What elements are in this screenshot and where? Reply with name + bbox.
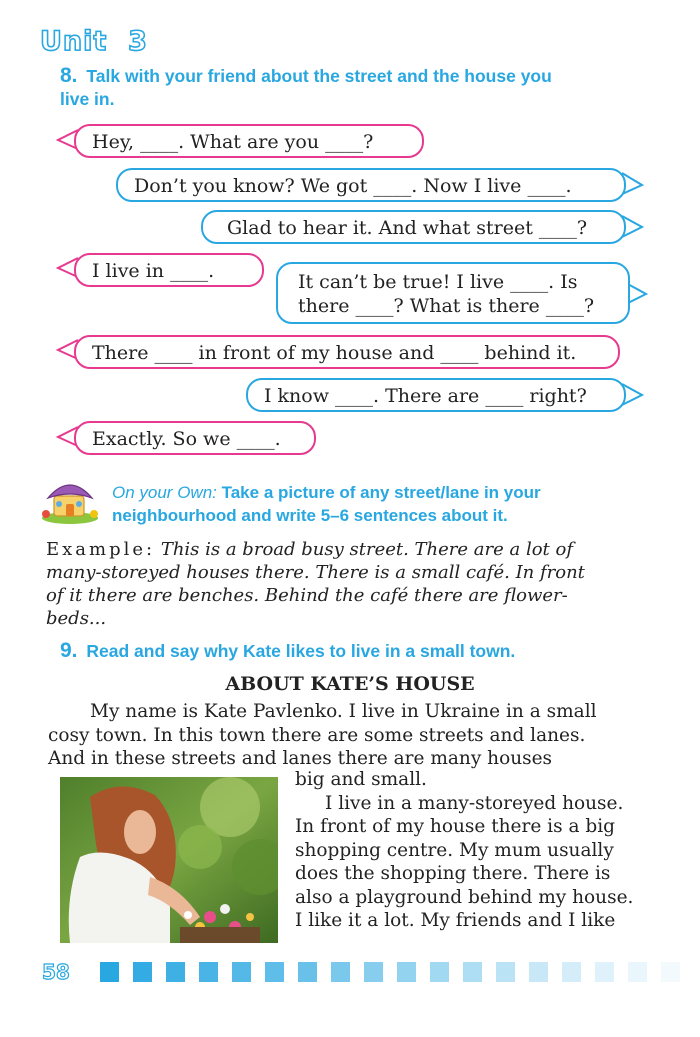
story-title: ABOUT KATE’S HOUSE [225, 673, 475, 695]
dialogue-bubble-1: Hey, ____. What are you ____? [74, 124, 424, 158]
unit-label: Unit 3 [40, 26, 148, 57]
story-intro: My name is Kate Pavlenko. I live in Ukraine in a small cosy town. In this town there are some streets and lanes. And in these streets and lanes there are many houses [48, 701, 597, 769]
dialogue-bubble-6: There ____ in front of my house and ____ behind it. [74, 335, 620, 369]
dialogue-bubble-4: I live in ____. [74, 253, 264, 287]
on-your-own-task: On your Own: Take a picture of any street/lane in your neighbourhood and write 5–6 sentences about it. [112, 483, 541, 525]
story-body: big and small. I live in a many-storeyed house. In front of my house there is a big shopping centre. My mum usually does the shopping there. There is also a playground behind my house. I like it a lot. My friends and I like [295, 769, 634, 931]
dialogue-bubble-5: It can’t be true! I live ____. Is there ____? What is there ____? [276, 262, 630, 324]
dialogue-bubble-2: Don’t you know? We got ____. Now I live ____. [116, 168, 626, 202]
dialogue-bubble-3: Glad to hear it. And what street ____? [201, 210, 626, 244]
task-8-number: 8. [60, 64, 78, 87]
task-9-number: 9. [60, 639, 78, 662]
house-icon [40, 474, 100, 524]
example-paragraph: Example: This is a broad busy street. There are a lot of many-storeyed houses there. There is a small café. In front of it there are benches. Behind the café there are flower- beds... [46, 539, 585, 629]
task-9-instruction: 9. Read and say why Kate likes to live in a small town. [60, 639, 516, 662]
dialogue-bubble-8: Exactly. So we ____. [74, 421, 316, 455]
girl-gardening-photo [60, 777, 278, 943]
page-number: 58 [42, 960, 70, 984]
task-8-instruction: 8. Talk with your friend about the street and the house you live in. [60, 64, 552, 109]
dialogue-bubble-7: I know ____. There are ____ right? [246, 378, 626, 412]
